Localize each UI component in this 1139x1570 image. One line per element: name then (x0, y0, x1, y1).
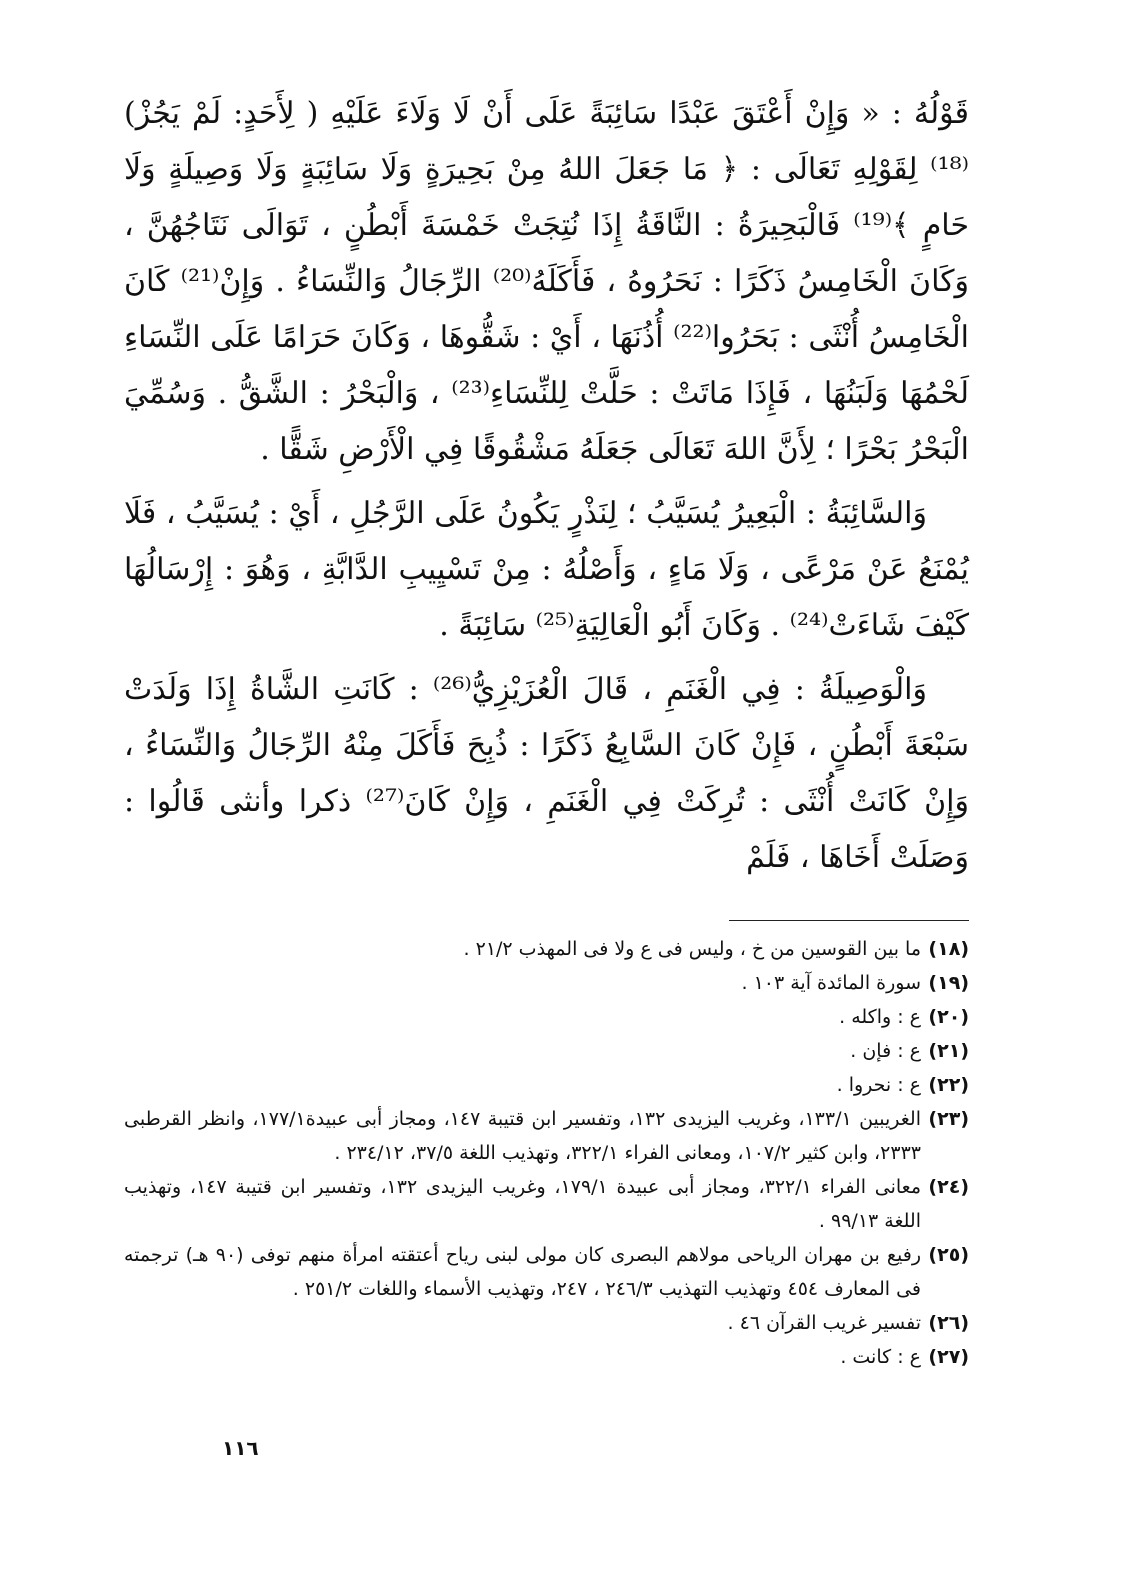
footnote-text: ما بين القوسين من خ ، وليس فى ع ولا فى المهذب ٢١/٢ . (463, 938, 921, 960)
page-number: ١١٦ (222, 1436, 259, 1460)
footnote-number: (٢٠) (928, 1006, 969, 1028)
footnote-25 (124, 1238, 969, 1306)
footnote-number: (١٨) (928, 938, 969, 960)
footnote-number: (٢٥) (928, 1244, 969, 1266)
paragraph-bahira: قَوْلُهُ : « وَإِنْ أَعْتَقَ عَبْدًا سَائِبَةً عَلَى أَنْ لَا وَلَاءَ عَلَيْهِ ( لِأَحَدٍ: لَمْ يَجُزْ)⁽¹⁸⁾ لِقَوْلِهِ تَعَالَى : ﴿ مَا جَعَلَ اللهُ مِنْ بَحِيرَةٍ وَلَا سَائِبَةٍ وَلَا وَصِيلَةٍ وَلَا حَامٍ ﴾⁽¹⁹⁾ فَالْبَحِيرَةُ : النَّاقَةُ إِذَا نُتِجَتْ خَمْسَةَ أَبْطُنٍ ، تَوَالَى نَتَاجُهُنَّ ، وَكَانَ الْخَامِسُ ذَكَرًا : نَحَرُوهُ ، فَأَكَلَهُ⁽²⁰⁾ الرِّجَالُ وَالنِّسَاءُ . وَإِنْ⁽²¹⁾ كَانَ الْخَامِسُ أُنْثَى : بَحَرُوا⁽²²⁾ أُذُنَهَا ، أَيْ : شَقُّوهَا ، وَكَانَ حَرَامًا عَلَى النِّسَاءِ لَحْمُهَا وَلَبَنُهَا ، فَإِذَا مَاتَتْ : حَلَّتْ لِلنِّسَاءِ⁽²³⁾ ، وَالْبَحْرُ : الشَّقُّ . وَسُمِّيَ الْبَحْرُ بَحْرًا ؛ لِأَنَّ اللهَ تَعَالَى جَعَلَهُ مَشْقُوقًا فِي الْأَرْضِ شَقًّا . (124, 96, 970, 467)
footnotes-list (124, 932, 969, 1374)
footnote-text: معانى الفراء ٣٢٢/١، ومجاز أبى عبيدة ١٧٩/١، وغريب اليزيدى ١٣٢، وتفسير ابن قتيبة ١٤٧، وتهذيب اللغة ٩٩/١٣ . (124, 1176, 922, 1232)
footnote-26 (124, 1306, 969, 1340)
footnote-23 (124, 1102, 969, 1170)
footnote-number: (٢٦) (928, 1312, 969, 1334)
main-text-body (124, 86, 969, 894)
footnote-text: رفيع بن مهران الرياحى مولاهم البصرى كان مولى لبنى رياح أعتقته امرأة منهم توفى (٩٠ هـ) ترجمته فى المعارف ٤٥٤ وتهذيب التهذيب ٢٤٦/٣ ، ٢٤٧، وتهذيب الأسماء واللغات ٢٥١/٢ . (124, 1244, 921, 1300)
footnote-number: (٢٤) (928, 1176, 969, 1198)
footnote-number: (٢٣) (928, 1108, 969, 1130)
footnote-text: ع : واكله . (839, 1006, 921, 1028)
footnote-text: ع : نحروا . (836, 1074, 921, 1096)
footnote-text: تفسير غريب القرآن ٤٦ . (727, 1312, 921, 1334)
footnote-number: (٢١) (928, 1040, 969, 1062)
footnote-text: سورة المائدة آية ١٠٣ . (741, 972, 921, 994)
footnote-separator (729, 920, 969, 921)
footnote-text: ع : فإن . (850, 1040, 921, 1062)
footnote-number: (١٩) (928, 972, 969, 994)
footnote-22 (124, 1068, 969, 1102)
footnote-number: (٢٢) (928, 1074, 969, 1096)
footnote-18 (124, 932, 969, 966)
footnote-number: (٢٧) (928, 1346, 969, 1368)
paragraph-saiba: وَالسَّائِبَةُ : الْبَعِيرُ يُسَيَّبُ ؛ لِنَذْرٍ يَكُونُ عَلَى الرَّجُلِ ، أَيْ : يُسَيَّبُ ، فَلَا يُمْنَعُ عَنْ مَرْعًى ، وَلَا مَاءٍ ، وَأَصْلُهُ : مِنْ تَسْيِيبِ الدَّابَّةِ ، وَهُوَ : إِرْسَالُهَا كَيْفَ شَاءَتْ⁽²⁴⁾ . وَكَانَ أَبُو الْعَالِيَةِ⁽²⁵⁾ سَائِبَةً . (124, 496, 969, 643)
footnote-27 (124, 1340, 969, 1374)
paragraph-wasila: وَالْوَصِيلَةُ : فِي الْغَنَمِ ، قَالَ الْعُزَيْزِيُّ⁽²⁶⁾ : كَانَتِ الشَّاةُ إِذَا وَلَدَتْ سَبْعَةَ أَبْطُنٍ ، فَإِنْ كَانَ السَّابِعُ ذَكَرًا : ذُبِحَ فَأَكَلَ مِنْهُ الرِّجَالُ وَالنِّسَاءُ ، وَإِنْ كَانَتْ أُنْثَى : تُرِكَتْ فِي الْغَنَمِ ، وَإِنْ كَانَ⁽²⁷⁾ ذكرا وأنثى قَالُوا : وَصَلَتْ أَخَاهَا ، فَلَمْ (124, 672, 969, 875)
footnote-19 (124, 966, 969, 1000)
footnote-text: ع : كانت . (840, 1346, 921, 1368)
footnote-20 (124, 1000, 969, 1034)
footnote-21 (124, 1034, 969, 1068)
footnote-24 (124, 1170, 969, 1238)
footnote-text: الغريبين ١٣٣/١، وغريب اليزيدى ١٣٢، وتفسير ابن قتيبة ١٤٧، ومجاز أبى عبيدة١٧٧/١، وانظر القرطبى ٢٣٣٣، وابن كثير ١٠٧/٢، ومعانى الفراء ٣٢٢/١، وتهذيب اللغة ٣٧/٥، ٢٣٤/١٢ . (124, 1108, 922, 1164)
